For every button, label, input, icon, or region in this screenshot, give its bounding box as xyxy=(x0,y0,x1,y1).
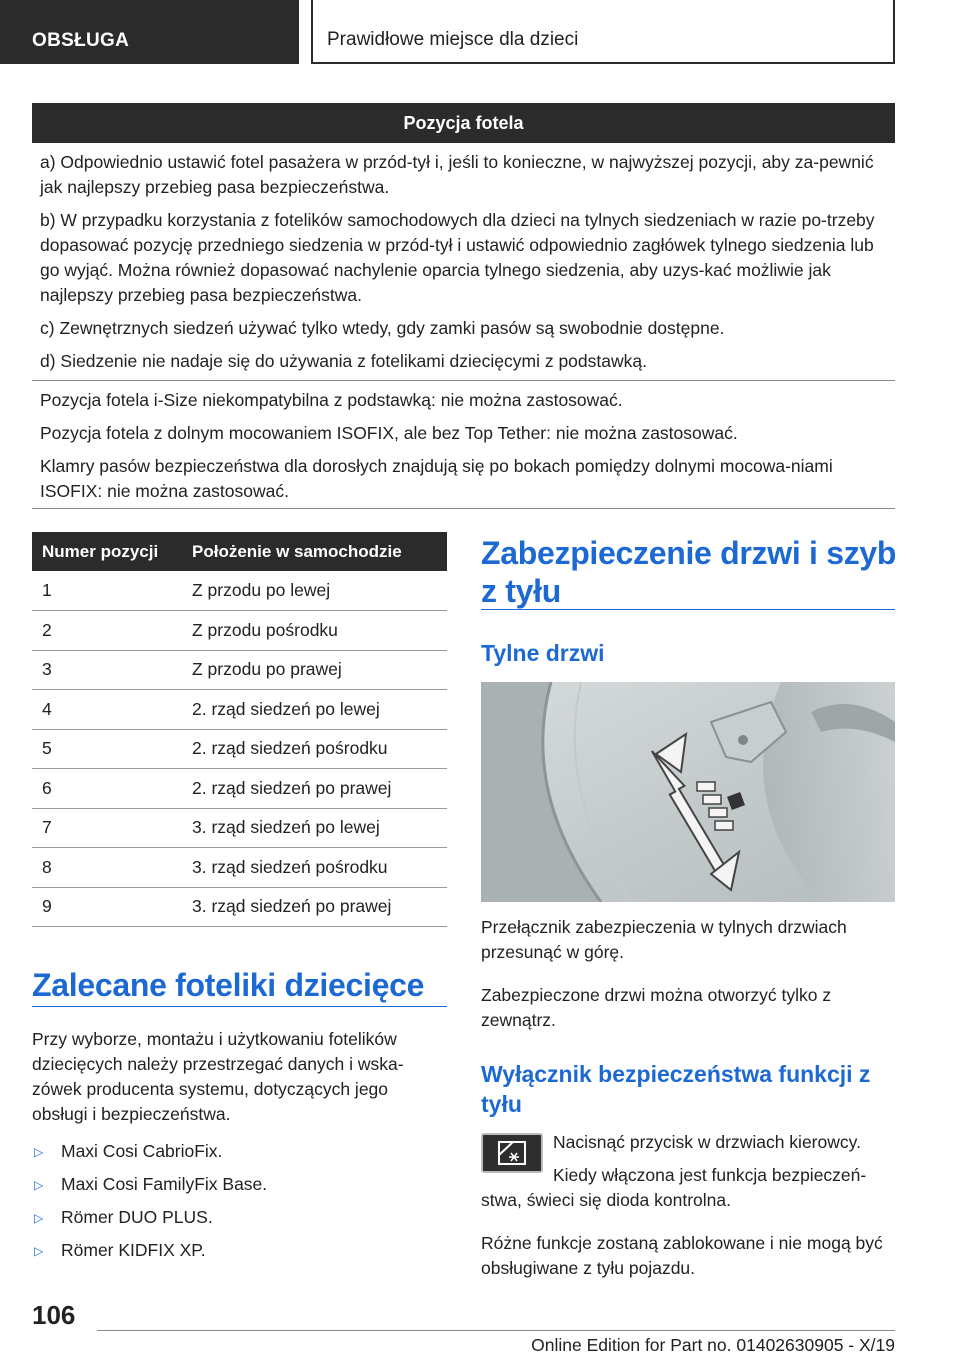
position-table xyxy=(32,532,447,927)
note-d: d) Siedzenie nie nadaje się do używania z fotelikami dziecięcymi z podstawką. xyxy=(40,351,647,371)
cell-location: 2. rząd siedzeń pośrodku xyxy=(182,729,447,769)
rear-doors-subtitle: Tylne drzwi xyxy=(481,640,605,666)
divider xyxy=(32,380,895,381)
list-item xyxy=(32,1234,447,1267)
rear-door-text-1: Przełącznik zabezpieczenia w tylnych drzwiach przesunąć w górę. xyxy=(481,917,847,962)
list-item-label: Römer DUO PLUS. xyxy=(61,1207,213,1227)
footer-rule xyxy=(97,1330,895,1331)
list-item-label: Römer KIDFIX XP. xyxy=(61,1240,206,1260)
section-label: OBSŁUGA xyxy=(0,0,299,64)
cell-location: Z przodu po prawej xyxy=(182,650,447,690)
table-row xyxy=(32,887,447,927)
cell-location: Z przodu pośrodku xyxy=(182,611,447,651)
rear-door-text-2: Zabezpieczone drzwi można otworzyć tylko z zewnątrz. xyxy=(481,985,832,1030)
col-position-location: Położenie w samochodzie xyxy=(182,532,447,571)
cell-location: 3. rząd siedzeń po lewej xyxy=(182,808,447,848)
recommended-title: Zalecane foteliki dziecięce xyxy=(32,967,425,1003)
safety-switch-title: Wyłącznik bezpieczeństwa funkcji z tyłu xyxy=(481,1061,871,1117)
seat-legend xyxy=(32,388,895,512)
legend-1: Pozycja fotela i-Size niekompatybilna z podstawką: nie można zastosować. xyxy=(40,390,623,410)
seat-box-heading: Pozycja fotela xyxy=(32,103,895,143)
cell-number: 3 xyxy=(32,650,182,690)
legend-3: Klamry pasów bezpieczeństwa dla dorosłych znajdują się po bokach pomiędzy dolnymi mocowa-niami ISOFIX: nie można zastosować. xyxy=(40,456,833,501)
cell-location: 3. rząd siedzeń pośrodku xyxy=(182,848,447,888)
cell-number: 9 xyxy=(32,887,182,927)
list-item xyxy=(32,1135,447,1168)
switch-text-3: Różne funkcje zostaną zablokowane i nie mogą być obsługiwane z tyłu pojazdu. xyxy=(481,1233,883,1278)
cell-location: 2. rząd siedzeń po prawej xyxy=(182,769,447,809)
table-row xyxy=(32,848,447,888)
cell-location: 3. rząd siedzeń po prawej xyxy=(182,887,447,927)
cell-number: 5 xyxy=(32,729,182,769)
recommended-list xyxy=(32,1135,447,1267)
divider xyxy=(32,508,895,509)
note-c: c) Zewnętrznych siedzeń używać tylko wtedy, gdy zamki pasów są swobodnie dostępne. xyxy=(40,318,725,338)
legend-2: Pozycja fotela z dolnym mocowaniem ISOFIX, ale bez Top Tether: nie można zastosować. xyxy=(40,423,738,443)
note-a: a) Odpowiednio ustawić fotel pasażera w przód-tył i, jeśli to konieczne, w najwyższej pozycji, aby za-pewnić jak najlepszy przebieg pasa bezpieczeństwa. xyxy=(40,152,874,197)
table-row xyxy=(32,690,447,730)
triangle-bullet-icon: ▷ xyxy=(34,1144,44,1159)
cell-number: 7 xyxy=(32,808,182,848)
table-header-row xyxy=(32,532,447,571)
cell-number: 2 xyxy=(32,611,182,651)
table-row xyxy=(32,769,447,809)
recommended-intro: Przy wyborze, montażu i użytkowaniu fotelików dziecięcych należy przestrzegać danych i wska-zówek producenta systemu, dotyczących jego obsługi i bezpieczeństwa. xyxy=(32,1029,404,1124)
page-number: 106 xyxy=(32,1300,76,1330)
table-row xyxy=(32,571,447,611)
cell-location: Z przodu po lewej xyxy=(182,571,447,611)
cell-number: 4 xyxy=(32,690,182,730)
triangle-bullet-icon: ▷ xyxy=(34,1177,44,1192)
table-row xyxy=(32,650,447,690)
triangle-bullet-icon: ▷ xyxy=(34,1243,44,1258)
col-position-number: Numer pozycji xyxy=(32,532,182,571)
title-underline xyxy=(481,609,895,610)
list-item xyxy=(32,1168,447,1201)
door-switch-picture xyxy=(481,682,895,902)
cell-location: 2. rząd siedzeń po lewej xyxy=(182,690,447,730)
list-item-label: Maxi Cosi CabrioFix. xyxy=(61,1141,223,1161)
cell-number: 6 xyxy=(32,769,182,809)
triangle-bullet-icon: ▷ xyxy=(34,1210,44,1225)
door-lock-title: Zabezpieczenie drzwi i szyb z tyłu xyxy=(481,535,897,609)
table-row xyxy=(32,729,447,769)
cell-number: 8 xyxy=(32,848,182,888)
switch-text-1: Nacisnąć przycisk w drzwiach kierowcy. xyxy=(553,1132,861,1152)
page-title: Prawidłowe miejsce dla dzieci xyxy=(311,0,895,64)
seat-notes xyxy=(32,150,895,382)
list-item xyxy=(32,1201,447,1234)
table-row xyxy=(32,808,447,848)
door-lock-illustration xyxy=(481,682,895,902)
title-underline xyxy=(32,1006,447,1007)
cell-number: 1 xyxy=(32,571,182,611)
edition-note: Online Edition for Part no. 01402630905 - X/19 xyxy=(531,1335,895,1355)
list-item-label: Maxi Cosi FamilyFix Base. xyxy=(61,1174,268,1194)
note-b: b) W przypadku korzystania z fotelików samochodowych dla dzieci na tylnych siedzeniach w razie po-trzeby dopasować pozycję przedniego siedzenia w przód-tył i ustawić odpowiednio zagłówek tylnego siedzenia lub go wyjąć. Można również dopasować nachylenie oparcia tylnego siedzenia, aby uzys-kać możliwie jak najlepszy przebieg pasa bezpieczeństwa. xyxy=(40,210,875,305)
switch-text-2: Kiedy włączona jest funkcja bezpieczeń-stwa, świeci się dioda kontrolna. xyxy=(481,1165,867,1210)
table-row xyxy=(32,611,447,651)
